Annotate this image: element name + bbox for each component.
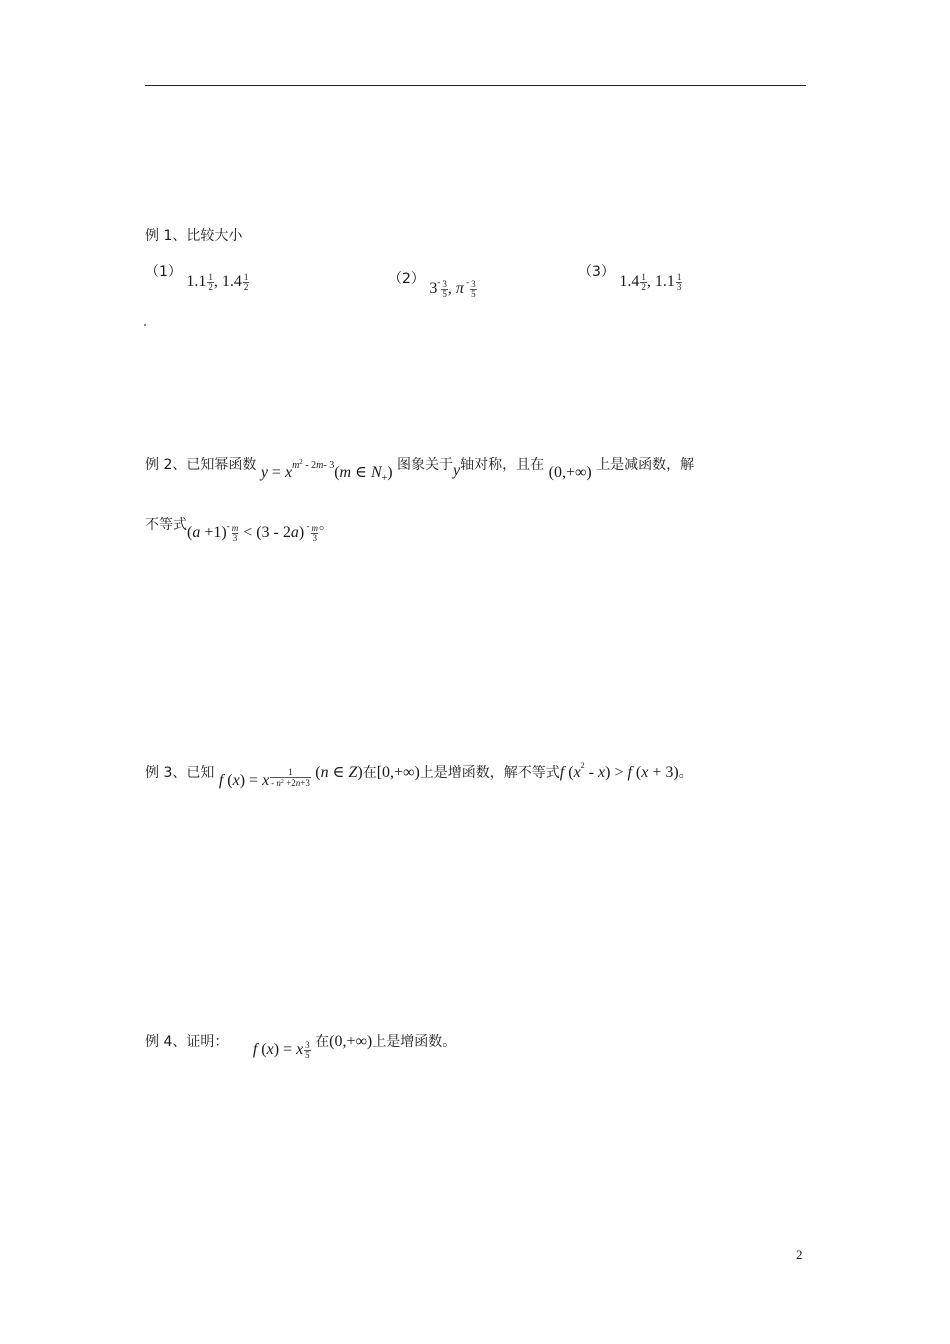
interval-open-4: (0,+∞) — [329, 1033, 373, 1050]
part-3-expression: 1.4 $\frac{1}{2}$ , 1.1 $\frac{1}{3}$ — [619, 272, 682, 292]
example-4-line: 例 4、证明： f (x) = x $\frac{3}{5}$ 在(0,+∞)上是增函数。 — [145, 1033, 457, 1060]
example-3-line: 例 3、已知 f (x) = x $\frac{1}{- n^2 +2n+3}$ (n ∈ Z)在[0,+∞)上是增函数，解不等式f $(x^2 - x) > f$ (x + 3)。 — [145, 761, 693, 789]
example-1-part-1 — [145, 262, 249, 292]
interval-open: (0,+∞) — [548, 464, 592, 481]
example-1-title: 例 1、比较大小 — [145, 228, 243, 244]
part-3-label: （3） — [578, 264, 615, 280]
page-number: 2 — [796, 1247, 803, 1262]
function-to-prove: f (x) = x $\frac{3}{5}$ — [252, 1040, 310, 1060]
interval-closed: [0,+∞) — [376, 764, 420, 781]
example-1-part-3 — [578, 262, 682, 292]
example-2-line-2: 不等式(a +1)- $\frac{m}{3}$ < (3 - 2a) - $\frac{m}{3}$ 。 — [145, 517, 333, 543]
header-rule — [145, 85, 806, 86]
function-definition: f (x) = x $\frac{1}{- n^2 +2n+3}$ — [218, 767, 310, 789]
stray-dot — [144, 324, 146, 326]
inequality-expression: (a +1)- $\frac{m}{3}$ < (3 - 2a) - $\frac{m}{3}$ — [187, 521, 318, 543]
example-2-line-1: 例 2、已知幂函数 $y = x^{m^2 - 2m- 3}(m$ ∈ $N_+$) 图象关于y轴对称，且在 (0,+∞) 上是减函数，解 — [145, 457, 695, 485]
part-1-label: （1） — [145, 264, 182, 280]
part-2-label: （2） — [388, 271, 425, 287]
part-1-expression: 1.1 $\frac{1}{2}$ , 1.4 $\frac{1}{2}$ — [186, 272, 249, 292]
inequality-f: f $(x^2 - x) > f$ (x + 3) — [559, 761, 679, 781]
power-function-formula: $y = x^{m^2 - 2m- 3}(m$ ∈ $N_+$) — [260, 458, 393, 485]
part-2-expression: 3- $\frac{3}{5}$ , π - $\frac{3}{5}$ — [429, 277, 476, 299]
example-1-part-2 — [388, 262, 477, 299]
